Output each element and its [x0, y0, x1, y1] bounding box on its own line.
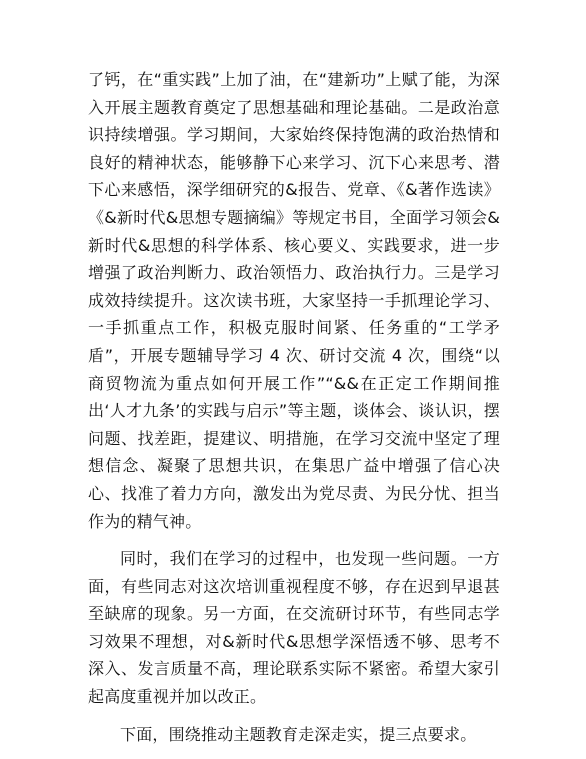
paragraph-2: 同时，我们在学习的过程中，也发现一些问题。一方面，有些同志对这次培训重视程度不够，存在迟到早退甚至缺席的现象。另一方面，在交流研讨环节，有些同志学习效果不理想，对&新时代&思想学深悟透不够、思考不深入、发言质量不高，理论联系实际不紧密。希望大家引起高度重视并加以改正。	[88, 549, 500, 707]
document-body	[88, 66, 500, 748]
paragraph-1: 了钙，在“重实践”上加了油，在“建新功”上赋了能，为深入开展主题教育奠定了思想基础和理论基础。二是政治意识持续增强。学习期间，大家始终保持饱满的政治热情和良好的精神状态，能够静下心来学习、沉下心来思考、潜下心来感悟，深学细研究的&报告、党章、《&著作选读》《&新时代&思想专题摘编》等规定书目，全面学习领会&新时代&思想的科学体系、核心要义、实践要求，进一步增强了政治判断力、政治领悟力、政治执行力。三是学习成效持续提升。这次读书班，大家坚持一手抓理论学习、一手抓重点工作，积极克服时间紧、任务重的“工学矛盾”，开展专题辅导学习 4 次、研讨交流 4 次，围绕“以商贸物流为重点如何开展工作”“&&在正定工作期间推出‘人才九条’的实践与启示”等主题，谈体会、谈认识，摆问题、找差距，提建议、明措施，在学习交流中坚定了理想信念、凝聚了思想共识，在集思广益中增强了信心决心、找准了着力方向，激发出为党尽责、为民分忧、担当作为的精气神。	[88, 70, 500, 531]
paragraph-3: 下面，围绕推动主题教育走深走实，提三点要求。	[120, 724, 477, 744]
